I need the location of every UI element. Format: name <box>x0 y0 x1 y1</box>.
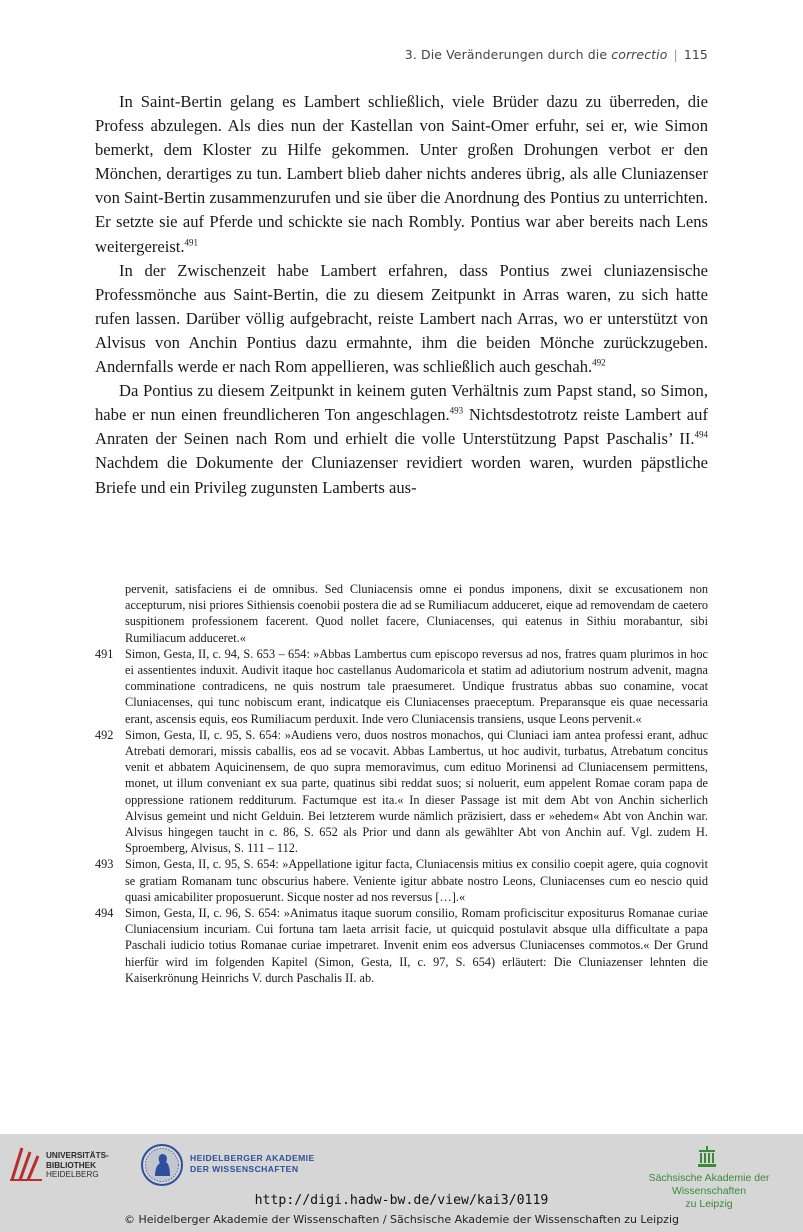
hadw-label-line-1: HEIDELBERGER AKADEMIE <box>190 1153 315 1163</box>
footnote-491 <box>95 646 708 727</box>
hadw-label[interactable] <box>190 1153 315 1175</box>
footnote-ref-492[interactable]: 492 <box>592 357 606 368</box>
page-number: 115 <box>683 47 708 62</box>
footnote-number: 493 <box>95 857 114 872</box>
ub-heidelberg-logo-icon[interactable] <box>8 1144 48 1184</box>
footnote-493 <box>95 856 708 905</box>
footnotes <box>95 581 708 986</box>
paragraph-3-text-a: Da Pontius zu diesem Zeitpunkt in keinem guten Verhältnis zum Papst stand, so Simon, habe er nun einen freundlicheren Ton angeschlagen. <box>95 381 708 425</box>
header-separator: | <box>673 47 678 62</box>
footnote-ref-491[interactable]: 491 <box>184 237 199 248</box>
hadw-label-line-2: DER WISSENSCHAFTEN <box>190 1164 299 1174</box>
ub-heidelberg-label[interactable] <box>46 1151 109 1180</box>
footnote-number: 494 <box>95 906 114 921</box>
saw-label-line-2: zu Leipzig <box>685 1198 733 1210</box>
paragraph-1-text: In Saint-Bertin gelang es Lambert schließlich, viele Brüder dazu zu überreden, die Profess abzulegen. Als dies nun der Kastellan von Saint-Omer erfuhr, sei er, wie Simon bemerkt, dem Kloster zu Hilfe gekommen. Unter großen Drohungen verbot er den Mönchen, derartiges zu tun. Lambert blieb daher nichts anderes übrig, als alle Cluniazenser von Saint-Bertin zusammenzurufen und sie über die Anordnung des Pontius zu unterrichten. Er setzte sie auf Pferde und schickte sie nach Rombly. Pontius war aber bereits nach Lens weitergereist. <box>95 92 708 256</box>
footnote-text: Simon, Gesta, II, c. 95, S. 654: »Audiens vero, duos nostros monachos, qui Cluniaci iam antea professi erant, adhuc Atrebati demorari, missis caballis, eos ad se vocavit. Abbas Lambertus, ut hoc audivit, turbatus, Atrebatum concitus venit et abbatem Aquicinensem, de quo supra memoravimus, cum edituo Morinensi ad Cluniacensem permittens, monet, ut illum conveniant ex sua parte, quatinus sibi reddat suos; si noluerit, eum appelent Romae coram papa de oppressione rationem redditurum. Factumque est ita.« In dieser Passage ist mit dem Abt von Anchin sicherlich Alvisus gemeint und nicht Gelduin. Bei letzterem wurde nämlich präzisiert, dass er »ehedem« Abt von Anchin war. Alvisus hingegen taucht in c. 86, S. 652 als Prior und dann als gewählter Abt von Anchin auf. Vgl. zudem H. Sproemberg, Alvisus, S. 111 – 112. <box>125 727 708 856</box>
paragraph-1 <box>95 90 708 259</box>
footnote-number: 491 <box>95 646 114 661</box>
footnote-ref-494[interactable]: 494 <box>694 429 708 440</box>
paragraph-3-text-b: Nichtsdestotrotz reiste Lambert auf Anraten der Seinen nach Rom und erhielt die volle Unterstützung Papst Paschalis’ II. <box>95 405 708 449</box>
permalink-url[interactable]: http://digi.hadw-bw.de/view/kai3/0119 <box>254 1193 549 1208</box>
footnote-ref-493[interactable]: 493 <box>449 405 464 416</box>
footnote-494 <box>95 905 708 986</box>
footnote-continuation: pervenit, satisfaciens ei de omnibus. Sed Cluniacensis omne ei pondus imponens, dixit se excusationem non accepturum, nisi priores Sithiensis coenobii postera die ad se Rumiliacum adduceret, eique ad removendam de caetero suspitionem professionem facerent. Quod nollet facere, Cluniacenses, qui eatenus in Sithiu morabantur, sibi Rumiliacum adduceret.« <box>125 582 708 645</box>
paragraph-2 <box>95 259 708 379</box>
ub-label-line-1: UNIVERSITÄTS- <box>46 1151 109 1160</box>
saw-label-line-1: Sächsische Akademie der Wissenschaften <box>648 1172 770 1197</box>
ub-label-line-2: BIBLIOTHEK <box>46 1160 97 1170</box>
chapter-title: 3. Die Veränderungen durch die <box>404 47 612 62</box>
copyright-notice: © Heidelberger Akademie der Wissenschaften / Sächsische Akademie der Wissenschaften zu Leipzig <box>123 1213 679 1226</box>
running-head <box>405 47 708 62</box>
footnote-text: Simon, Gesta, II, c. 95, S. 654: »Appellatione igitur facta, Cluniacensis mitius ex consilio coepit agere, quia cognovit se gratiam Romanam tunc obscurius habere. Veniente igitur abbate nostro Leons, Cluniacenses cum eo nescio quid quasi amicabiliter proposuerunt. Sicque noster ad nos reversus […].« <box>125 857 708 904</box>
ub-label-line-3: HEIDELBERG <box>46 1170 99 1179</box>
paragraph-3 <box>95 379 708 499</box>
paragraph-3-text-c: Nachdem die Dokumente der Cluniazenser revidiert worden waren, wurden päpstliche Briefe und ein Privileg zugunsten Lamberts aus- <box>95 453 708 497</box>
paragraph-2-text: In der Zwischenzeit habe Lambert erfahren, dass Pontius zwei cluniazensische Professmönche aus Saint-Bertin, die zu diesem Zeitpunkt in Arras waren, zu sich hatte rufen lassen. Darüber völlig aufgebracht, reiste Lambert nach Arras, wo er unterstützt von Alvisus von Anchin Pontius dazu ermahnte, ihm die beiden Mönche zurückzugeben. Andernfalls werde er nach Rom appellieren, was schließlich auch geschah. <box>95 260 708 377</box>
footnote-number: 492 <box>95 727 114 742</box>
footnote-text: Simon, Gesta, II, c. 96, S. 654: »Animatus itaque suorum consilio, Romam proficiscitur expositurus Romanae curiae Cluniacensium incuriam. Cui fortuna tam laeta arrisit facie, ut quicquid postulavit absque ulla difficultate a papa Paschali iudicio totius Romanae curiae impetraret. Invenit enim eos adversus Cluniacenses commotos.« Der Grund hierfür wird im folgenden Kapitel (Simon, Gesta, II, c. 97, S. 654) erläutert: Die Cluniazenser lehnten die Kaiserkrönung Heinrichs V. durch Paschalis II. ab. <box>125 906 708 985</box>
main-text <box>95 90 708 500</box>
saw-leipzig-emblem-icon[interactable] <box>697 1146 717 1168</box>
hadw-seal-icon[interactable] <box>140 1143 184 1187</box>
footnote-text: Simon, Gesta, II, c. 94, S. 653 – 654: »Abbas Lambertus cum episcopo reversus ad nos, fratres quam plurimos in hoc ei assentientes induxit. Audivit itaque hoc castellanus Audomaricola et statim ad adiutorium nostrum advenit, magna comminatione contradicens, ne quis nostrum tale praesumeret. Undique frustratus abbas suo conamine, vocat Cluniacenses, qui tunc nobiscum erant, indicatque eis Cluniacenses praeceptum. Preparansque eis quae necessaria erant, ascensis equis, eos Rumiliacum perduxit. Inde vero Cluniacensis transiens, usque Leons pervenit.« <box>125 646 708 726</box>
footnote-492 <box>95 727 708 857</box>
chapter-title-italic: correctio <box>611 47 668 62</box>
